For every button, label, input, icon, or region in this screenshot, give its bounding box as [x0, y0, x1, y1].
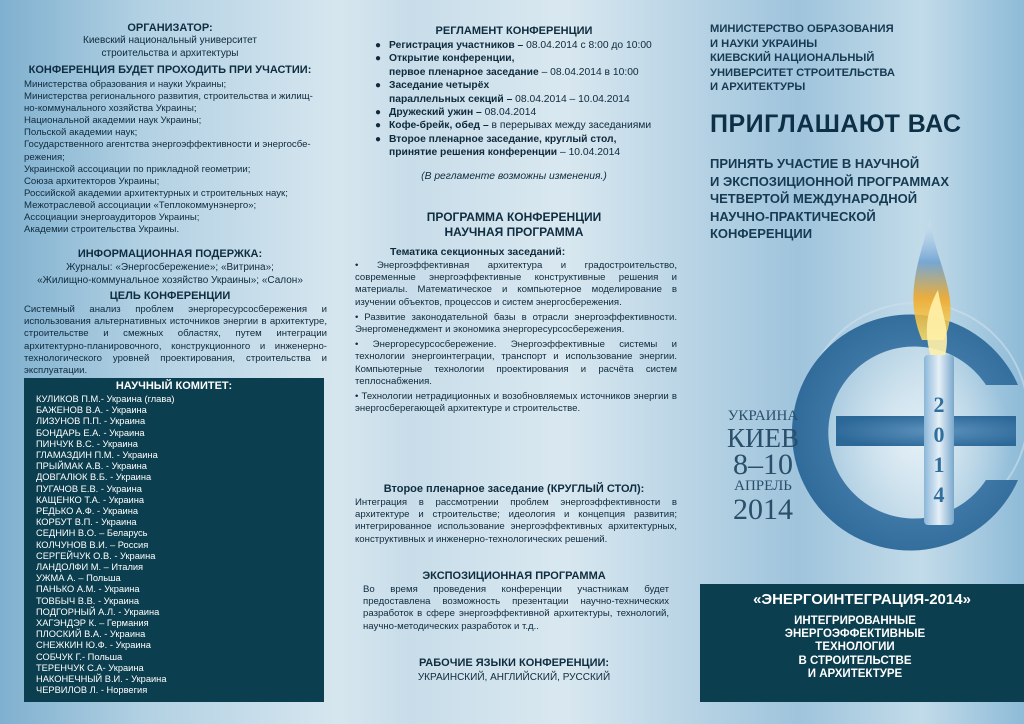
schedule-item-label: принятие решения конференции: [389, 147, 558, 159]
info-support-title: ИНФОРМАЦИОННАЯ ПОДЕРЖКА:: [77, 248, 263, 260]
schedule-item-value: в перерывах между заседаниями: [488, 120, 652, 132]
schedule-item-value: – 10.04.2014: [557, 147, 621, 159]
schedule-item-value: 08.04.2014 с 8:00 до 10:00: [523, 40, 652, 51]
schedule-item: [375, 106, 685, 119]
banner-subtitle: [700, 615, 1010, 681]
emblem-digit: 1: [933, 452, 945, 477]
ministry-line: МИНИСТЕРСТВО ОБРАЗОВАНИЯ: [710, 23, 894, 35]
committee-member: ЛИЗУНОВ П.П. - Украина: [36, 416, 146, 427]
committee-member: НАКОНЕЧНЫЙ В.И. - Украина: [36, 674, 167, 685]
themes-list: [355, 260, 677, 418]
schedule-item-label: Кофе-брейк, обед –: [389, 120, 489, 132]
committee-member: ПАНЬКО А.М. - Украина: [36, 584, 140, 595]
schedule-item-value: – 08.04.2014 в 10:00: [538, 66, 639, 78]
banner-title: «ЭНЕРГОИНТЕГРАЦИЯ-2014»: [753, 591, 971, 608]
middle-panel: [343, 0, 685, 724]
ministry-line: И НАУКИ УКРАИНЫ: [710, 37, 818, 50]
take-part-line: НАУЧНО-ПРАКТИЧЕСКОЙ: [710, 208, 876, 224]
participant-line: Академии строительства Украины.: [24, 224, 180, 236]
banner-line: ТЕХНОЛОГИИ: [815, 641, 895, 654]
ministry-line: И АРХИТЕКТУРЫ: [710, 81, 806, 93]
participant-line: Министерства образования и науки Украины;: [24, 79, 227, 90]
committee-member: РЕДЬКО А.Ф. - Украина: [36, 506, 139, 517]
schedule-item: [375, 146, 685, 159]
event-date-block: [708, 408, 818, 525]
event-city: КИЕВ: [726, 423, 799, 453]
participant-line: но-коммунального хозяйства Украины;: [24, 103, 197, 115]
committee-member: ПУГАЧОВ Е.В. - Украина: [36, 483, 142, 494]
regulations-title: РЕГЛАМЕНТ КОНФЕРЕНЦИИ: [435, 25, 593, 37]
regulations-note: (В регламенте возможны изменения.): [421, 171, 607, 182]
committee-member: ПОДГОРНЫЙ А.Л. - Украина: [36, 606, 160, 617]
info-support-text: [0, 262, 340, 287]
committee-member: КУЛИКОВ П.М.- Украина (глава): [36, 394, 175, 404]
committee-list: [24, 394, 324, 696]
organizer-line: Киевский национальный университет: [83, 35, 257, 46]
take-part-line: ПРИНЯТЬ УЧАСТИЕ В НАУЧНОЙ: [710, 156, 920, 171]
committee-member: ТЕРЕНЧУК С.А- Украина: [36, 662, 144, 673]
schedule-item-label: параллельных секций –: [389, 93, 513, 105]
participant-line: Межотраслевой ассоциации «Теплокоммунэнерго»;: [24, 199, 257, 211]
schedule-item-value: 08.04.2014: [481, 107, 537, 119]
participant-line: Ассоциации энергоаудиторов Украины;: [24, 212, 200, 224]
schedule-item-label: Дружеский ужин –: [389, 107, 482, 119]
participant-line: Российской академии архитектурных и строительных наук;: [24, 187, 288, 199]
committee-member: СНЕЖКИН Ю.Ф. - Украина: [36, 640, 151, 651]
committee-member: ЛАНДОЛФИ М. – Италия: [36, 562, 144, 573]
exposition-text: Во время проведения конференции участникам будет предоставлена возможность презентации научно-технических разработок в сфере энергоэффективной архитектуры, технологий, научно-методических разработок и т.д..: [363, 584, 669, 632]
ministry-block: [710, 22, 1010, 95]
participant-line: режения;: [24, 151, 65, 163]
schedule-item-label: Заседание четырёх: [389, 80, 490, 92]
banner-line: И АРХИТЕКТУРЕ: [807, 667, 903, 680]
goal-text: Системный анализ проблем энергоресурсосбережения и использования альтернативных источников энергии в архитектуре, строительстве и смежных областях, путем интеграции архитектурно-планировочного, конструкционного и инженерно-технологического уровней проектирования, строительства и эксплуатации.: [24, 304, 327, 377]
participant-line: Государственного агентства энергоэффективности и энергосбе-: [24, 139, 311, 151]
plenary-title: Второе пленарное заседание (КРУГЛЫЙ СТОЛ):: [383, 483, 645, 495]
committee-member: ГЛАМАЗДИН П.М. - Украина: [36, 450, 158, 461]
committee-member: СЕДНИН В.О. – Беларусь: [36, 528, 148, 539]
program-title: ПРОГРАММА КОНФЕРЕНЦИИ: [426, 210, 602, 224]
program-title-block: [343, 210, 685, 240]
committee-member: ТОВБЫЧ В.В. - Украина: [36, 595, 140, 606]
bullet-icon: ●: [375, 80, 382, 92]
committee-member: СОБЧУК Г.- Польша: [36, 651, 123, 662]
bullet-icon: ●: [375, 53, 382, 65]
ministry-line: УНИВЕРСИТЕТ СТРОИТЕЛЬСТВА: [710, 66, 895, 79]
committee-member: КОЛЧУНОВ В.И. – Россия: [36, 539, 149, 550]
banner-line: ИНТЕГРИРОВАННЫЕ: [794, 615, 916, 627]
program-subtitle: НАУЧНАЯ ПРОГРАММА: [444, 225, 584, 239]
schedule-item: [375, 79, 685, 92]
take-part-line: И ЭКСПОЗИЦИОННОЙ ПРОГРАММАХ: [710, 173, 950, 189]
goal-title: ЦЕЛЬ КОНФЕРЕНЦИИ: [109, 290, 231, 302]
schedule-item: [375, 66, 685, 79]
left-panel: [0, 0, 340, 724]
participant-line: Союза архитекторов Украины;: [24, 175, 160, 187]
participant-line: Польской академии наук;: [24, 127, 138, 139]
take-part-line: ЧЕТВЕРТОЙ МЕЖДУНАРОДНОЙ: [710, 191, 918, 206]
committee-member: ПЛОСКИЙ В.А. - Украина: [36, 629, 146, 640]
participants-list: [24, 79, 329, 236]
committee-member: ХАГЭНДЭР К. – Германия: [36, 618, 149, 629]
schedule-item: [375, 39, 685, 52]
theme-item: • Энергоресурсосбережение. Энергоэффективные системы и технологии энергоинтеграции, транспорт и использование энергии. Компьютерные технологии проектирования и расчёта систем теплоснабжения.: [355, 339, 677, 387]
schedule-item-label: Открытие конференции,: [389, 53, 515, 65]
schedule-item: [375, 133, 685, 146]
committee-member: КОРБУТ В.П. - Украина: [36, 517, 137, 528]
participant-line: Национальной академии наук Украины;: [24, 115, 202, 127]
plenary-text: Интеграция в рассмотрении проблем энергоэффективности в архитектуре и строительстве; идеология и концепция развития; интегрированное использование энергоэффективных архитектурных, конструктивных и инженерно-технологических решений.: [355, 497, 677, 545]
cover-panel: [686, 0, 1024, 724]
theme-item: • Энергоэффективная архитектура и градостроительство, современные энергоэффективные конструктивные решения и материалы. Математическое и компьютерное моделирование в изучении объектов, процессов и систем энергосбережения.: [355, 260, 677, 308]
committee-member: УЖМА А. – Польша: [36, 573, 121, 584]
committee-member: ПРЫЙМАК А.В. - Украина: [36, 461, 147, 472]
committee-member: ЧЕРВИЛОВ Л. - Норвегия: [36, 685, 148, 696]
take-part-line: КОНФЕРЕНЦИИ: [710, 226, 813, 241]
languages-text: УКРАИНСКИЙ, АНГЛИЙСКИЙ, РУССКИЙ: [417, 672, 611, 683]
event-country: УКРАИНА: [727, 408, 799, 424]
emblem-digit: 4: [933, 482, 945, 507]
committee-member: ДОВГАЛЮК В.Б. - Украина: [36, 472, 152, 483]
banner-line: В СТРОИТЕЛЬСТВЕ: [798, 654, 912, 667]
participation-title: КОНФЕРЕНЦИЯ БУДЕТ ПРОХОДИТЬ ПРИ УЧАСТИИ:: [28, 64, 312, 76]
languages-title: РАБОЧИЕ ЯЗЫКИ КОНФЕРЕНЦИИ:: [418, 657, 610, 669]
schedule-item-value: 08.04.2014 – 10.04.2014: [512, 93, 630, 105]
banner-line: ЭНЕРГОЭФФЕКТИВНЫЕ: [784, 628, 926, 641]
organizer-line: строительства и архитектуры: [101, 47, 239, 59]
emblem-digit: 2: [933, 392, 945, 417]
committee-member: БАЖЕНОВ В.А. - Украина: [36, 405, 147, 416]
bullet-icon: ●: [375, 133, 382, 145]
schedule-list: [375, 39, 685, 160]
bullet-icon: ●: [375, 120, 382, 132]
committee-member: КАЩЕНКО Т.А. - Украина: [36, 494, 145, 505]
theme-item: • Развитие законодательной базы в отрасли энергоэффективности. Энергоменеджмент и экономика энергоресурсосбережения.: [355, 311, 677, 336]
participant-line: Украинской ассоциации по прикладной геометрии;: [24, 163, 251, 175]
bullet-icon: ●: [375, 40, 382, 51]
info-line: Журналы: «Энергосбережение»; «Витрина»;: [66, 262, 274, 273]
exposition-title: ЭКСПОЗИЦИОННАЯ ПРОГРАММА: [422, 570, 606, 582]
invite-heading: ПРИГЛАШАЮТ ВАС: [710, 110, 962, 138]
committee-member: СЕРГЕЙЧУК О.В. - Украина: [36, 550, 156, 561]
organizer-name: [0, 35, 340, 60]
committee-member: ПИНЧУК В.С. - Украина: [36, 438, 138, 449]
theme-item: • Технологии нетрадиционных и возобновляемых источников энергии в энергосберегающей архитектуре и строительстве.: [355, 391, 677, 415]
themes-title: Тематика секционных заседаний:: [390, 246, 566, 258]
schedule-item-label: Второе пленарное заседание, круглый стол,: [389, 133, 617, 145]
ministry-line: КИЕВСКИЙ НАЦИОНАЛЬНЫЙ: [710, 52, 875, 64]
committee-title: НАУЧНЫЙ КОМИТЕТ:: [115, 380, 233, 392]
info-line: «Жилищно-коммунальное хозяйство Украины»; «Салон»: [37, 274, 303, 286]
bullet-icon: ●: [375, 107, 382, 119]
organizer-title: ОРГАНИЗАТОР:: [127, 22, 213, 34]
event-year: 2014: [733, 493, 793, 526]
schedule-item: [375, 119, 685, 132]
schedule-item-label: Регистрация участников –: [389, 40, 524, 51]
schedule-item: [375, 93, 685, 106]
participant-line: Министерства регионального развития, строительства и жилищ-: [24, 91, 313, 103]
conference-banner: [700, 584, 1024, 702]
schedule-item: [375, 52, 685, 65]
committee-member: БОНДАРЬ Е.А. - Украина: [36, 427, 145, 438]
emblem-digit: 0: [933, 422, 945, 447]
event-month: АПРЕЛЬ: [734, 478, 792, 494]
scientific-committee-box: [24, 378, 324, 702]
schedule-item-label: первое пленарное заседание: [389, 66, 539, 78]
event-days: 8–10: [733, 448, 793, 481]
